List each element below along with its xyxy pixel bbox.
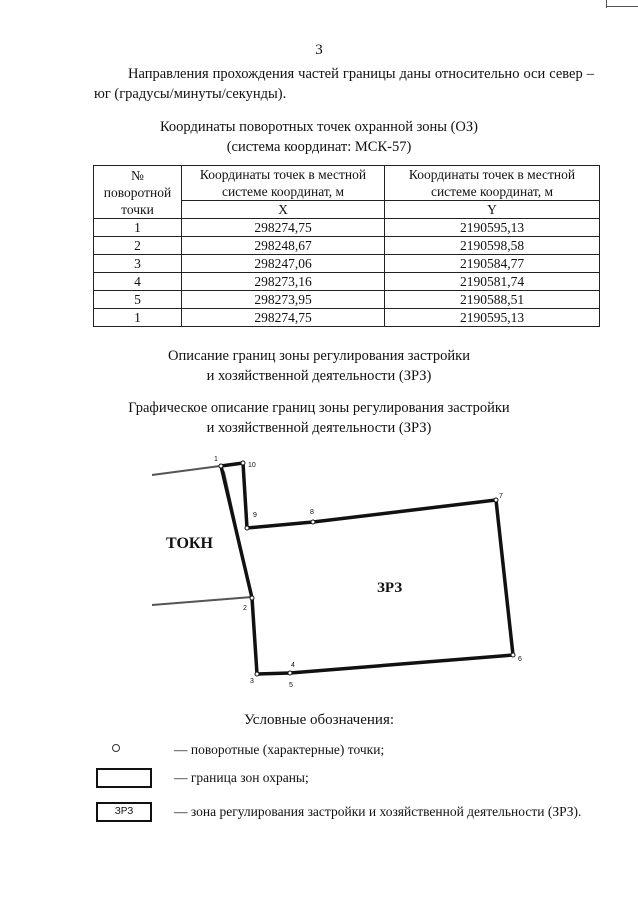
page-number: 3	[315, 42, 323, 58]
graph-heading-line1: Графическое описание границ зоны регулирования застройки	[128, 400, 510, 416]
cell-y: 2190588,51	[385, 291, 600, 309]
point-label: 4	[291, 662, 295, 669]
oz-heading-line1: Координаты поворотных точек охранной зоны (ОЗ)	[159, 119, 478, 135]
zrz-heading-line1: Описание границ зоны регулирования застройки	[167, 348, 470, 364]
turning-point	[219, 464, 223, 468]
point-label: 6	[518, 656, 522, 663]
table-row	[94, 237, 600, 255]
zrz-polygon	[221, 463, 513, 674]
cell-y: 2190595,13	[385, 219, 600, 237]
cell-y: 2190581,74	[385, 273, 600, 291]
oz-heading-line2: (система координат: МСК-57)	[226, 139, 412, 155]
cell-point: 2	[94, 237, 182, 255]
turning-point	[311, 520, 315, 524]
turning-point	[511, 653, 515, 657]
turning-point-symbol	[112, 744, 120, 752]
turning-point	[494, 498, 498, 502]
cell-point: 1	[94, 309, 182, 327]
cell-x: 298273,95	[182, 291, 385, 309]
zrz-heading	[0, 346, 638, 386]
intro-paragraph: Направления прохождения частей границы даны относительно оси север – юг (градусы/минуты/секунды).	[94, 66, 594, 102]
header-cell-text: Координаты точек в местной	[199, 167, 367, 182]
point-label: 7	[499, 493, 503, 500]
point-label: 5	[289, 682, 293, 689]
cell-x: 298274,75	[182, 309, 385, 327]
header-cell-text: Координаты точек в местной	[408, 167, 576, 182]
header-x-axis: X	[182, 201, 385, 219]
cell-x: 298248,67	[182, 237, 385, 255]
legend-title: Условные обозначения:	[243, 712, 395, 728]
graph-heading-line2: и хозяйственной деятельности (ЗРЗ)	[206, 420, 432, 436]
legend-text: — граница зон охраны;	[174, 770, 309, 785]
cell-y: 2190584,77	[385, 255, 600, 273]
header-cell-text: системе координат, м	[221, 184, 345, 199]
turning-point	[255, 672, 259, 676]
point-label: 10	[248, 462, 256, 469]
table-row	[94, 291, 600, 309]
header-x	[182, 166, 385, 201]
header-cell-text: точки	[121, 201, 154, 217]
boundary-symbol	[96, 768, 152, 788]
zrz-heading-line2: и хозяйственной деятельности (ЗРЗ)	[206, 368, 432, 384]
point-label: 9	[253, 512, 257, 519]
cell-x: 298247,06	[182, 255, 385, 273]
cell-point: 5	[94, 291, 182, 309]
header-cell-text: №	[131, 167, 144, 183]
turning-point	[250, 596, 254, 600]
legend-row-boundary	[96, 768, 616, 790]
cell-point: 4	[94, 273, 182, 291]
point-label: 2	[243, 605, 247, 612]
turning-point	[245, 526, 249, 530]
zrz-boundary-map	[140, 450, 540, 700]
header-y-axis: Y	[385, 201, 600, 219]
legend-row-point	[96, 740, 616, 762]
header-y	[385, 166, 600, 201]
cell-point: 3	[94, 255, 182, 273]
header-point-number	[94, 166, 182, 219]
coordinates-table	[93, 165, 600, 327]
tokn-boundary-top	[152, 466, 220, 475]
table-row	[94, 255, 600, 273]
graph-heading	[0, 398, 638, 438]
corner-mark	[606, 6, 638, 7]
zrz-label: ЗРЗ	[377, 580, 403, 596]
point-label: 3	[250, 678, 254, 685]
header-cell-text: поворотной	[103, 184, 172, 200]
table-row	[94, 273, 600, 291]
cell-y: 2190598,58	[385, 237, 600, 255]
table-row	[94, 219, 600, 237]
legend-row-zone	[96, 802, 616, 824]
zone-symbol: ЗРЗ	[96, 802, 152, 822]
point-label: 8	[310, 509, 314, 516]
cell-x: 298273,16	[182, 273, 385, 291]
turning-point	[241, 461, 245, 465]
cell-point: 1	[94, 219, 182, 237]
legend-text: — зона регулирования застройки и хозяйственной деятельности (ЗРЗ).	[174, 804, 582, 819]
tokn-boundary-bottom	[152, 597, 252, 605]
table-row	[94, 309, 600, 327]
tokn-label: ТОКН	[166, 535, 213, 552]
header-cell-text: системе координат, м	[430, 184, 554, 199]
turning-point	[288, 671, 292, 675]
cell-y: 2190595,13	[385, 309, 600, 327]
table-header-row	[94, 166, 600, 201]
point-label: 1	[214, 456, 218, 463]
cell-x: 298274,75	[182, 219, 385, 237]
corner-mark-vertical	[606, 0, 607, 8]
oz-heading	[0, 117, 638, 157]
legend-text: — поворотные (характерные) точки;	[174, 742, 385, 757]
